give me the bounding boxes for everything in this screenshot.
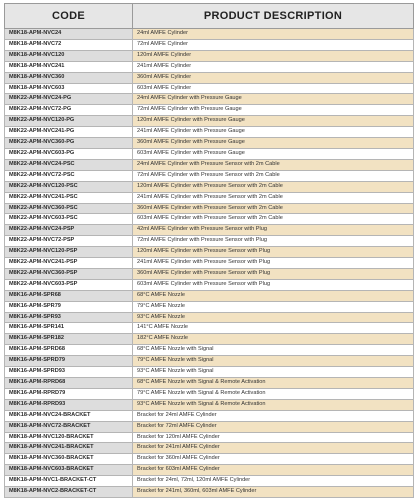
product-description: 360ml AMFE Cylinder with Pressure Gauge xyxy=(133,138,414,149)
product-code: M8K16-APM-SPRD93 xyxy=(5,367,133,378)
product-description: 603ml AMFE Cylinder with Pressure Sensor with Plug xyxy=(133,279,414,290)
product-description: 68°C AMFE Nozzle xyxy=(133,290,414,301)
table-row xyxy=(5,312,414,323)
product-code: M8K18-APM-NVC241-BRACKET xyxy=(5,443,133,454)
product-description: Bracket for 241ml AMFE Cylinder xyxy=(133,443,414,454)
table-row xyxy=(5,258,414,269)
table-row xyxy=(5,159,414,170)
table-row xyxy=(5,116,414,127)
table-row xyxy=(5,214,414,225)
product-code: M8K16-APM-RPRD68 xyxy=(5,378,133,389)
table-row xyxy=(5,399,414,410)
product-code: M8K22-APM-NVC603-PSC xyxy=(5,214,133,225)
product-code: M8K16-APM-RPRD79 xyxy=(5,388,133,399)
product-description: 360ml AMFE Cylinder with Pressure Sensor with Plug xyxy=(133,268,414,279)
product-code: M8K18-APM-NVC72 xyxy=(5,39,133,50)
product-code: M8K18-APM-NVC120 xyxy=(5,50,133,61)
product-description: Bracket for 120ml AMFE Cylinder xyxy=(133,432,414,443)
product-code: M8K22-APM-NVC24-PG xyxy=(5,94,133,105)
product-description: Bracket for 72ml AMFE Cylinder xyxy=(133,421,414,432)
table-row xyxy=(5,170,414,181)
product-code: M8K18-APM-NVC72-BRACKET xyxy=(5,421,133,432)
product-description: Bracket for 24ml, 72ml, 120ml AMFE Cylinder xyxy=(133,476,414,487)
table-row xyxy=(5,367,414,378)
product-code: M8K18-APM-NVC603 xyxy=(5,83,133,94)
table-row xyxy=(5,421,414,432)
product-description: 42ml AMFE Cylinder with Pressure Sensor with Plug xyxy=(133,225,414,236)
product-description: 120ml AMFE Cylinder with Pressure Sensor with Plug xyxy=(133,247,414,258)
product-description: 360ml AMFE Cylinder with Pressure Sensor with 2m Cable xyxy=(133,203,414,214)
table-row xyxy=(5,268,414,279)
product-description: 72ml AMFE Cylinder with Pressure Sensor with Plug xyxy=(133,236,414,247)
product-description: 79°C AMFE Nozzle with Signal & Remote Activation xyxy=(133,388,414,399)
product-table xyxy=(4,3,414,498)
table-row xyxy=(5,192,414,203)
product-description: 141°C AMFE Nozzle xyxy=(133,323,414,334)
table-header-row xyxy=(5,4,414,29)
product-description: 24ml AMFE Cylinder xyxy=(133,29,414,40)
table-row xyxy=(5,127,414,138)
table-row xyxy=(5,203,414,214)
table-row xyxy=(5,247,414,258)
product-code: M8K16-APM-SPR93 xyxy=(5,312,133,323)
product-code: M8K22-APM-NVC120-PSP xyxy=(5,247,133,258)
table-row xyxy=(5,465,414,476)
product-description: 120ml AMFE Cylinder with Pressure Gauge xyxy=(133,116,414,127)
product-description: 603ml AMFE Cylinder with Pressure Gauge xyxy=(133,148,414,159)
table-row xyxy=(5,388,414,399)
table-row xyxy=(5,476,414,487)
table-row xyxy=(5,50,414,61)
product-description: 93°C AMFE Nozzle xyxy=(133,312,414,323)
table-row xyxy=(5,225,414,236)
product-description: Bracket for 24ml AMFE Cylinder xyxy=(133,410,414,421)
product-description: 72ml AMFE Cylinder with Pressure Sensor with 2m Cable xyxy=(133,170,414,181)
table-row xyxy=(5,301,414,312)
table-row xyxy=(5,443,414,454)
product-code: M8K22-APM-NVC24-PSP xyxy=(5,225,133,236)
product-code: M8K22-APM-NVC72-PSP xyxy=(5,236,133,247)
table-row xyxy=(5,290,414,301)
product-description: 241ml AMFE Cylinder xyxy=(133,61,414,72)
table-row xyxy=(5,345,414,356)
product-description: Bracket for 241ml, 360ml, 603ml AMFE Cylinder xyxy=(133,487,414,498)
product-code: M8K18-APM-NVC120-BRACKET xyxy=(5,432,133,443)
product-description: 79°C AMFE Nozzle xyxy=(133,301,414,312)
product-description: 120ml AMFE Cylinder with Pressure Sensor with 2m Cable xyxy=(133,181,414,192)
product-table-container xyxy=(4,3,413,495)
table-row xyxy=(5,105,414,116)
product-description: 93°C AMFE Nozzle with Signal & Remote Activation xyxy=(133,399,414,410)
table-row xyxy=(5,410,414,421)
product-code: M8K22-APM-NVC241-PSP xyxy=(5,258,133,269)
table-row xyxy=(5,378,414,389)
product-code: M8K16-APM-SPRD68 xyxy=(5,345,133,356)
table-row xyxy=(5,29,414,40)
product-description: 72ml AMFE Cylinder xyxy=(133,39,414,50)
product-description: 24ml AMFE Cylinder with Pressure Gauge xyxy=(133,94,414,105)
product-code: M8K18-APM-NVC2-BRACKET-CT xyxy=(5,487,133,498)
product-description: 603ml AMFE Cylinder xyxy=(133,83,414,94)
table-row xyxy=(5,356,414,367)
product-code: M8K22-APM-NVC120-PSC xyxy=(5,181,133,192)
product-code: M8K22-APM-NVC241-PG xyxy=(5,127,133,138)
product-code: M8K22-APM-NVC120-PG xyxy=(5,116,133,127)
product-description: 68°C AMFE Nozzle with Signal xyxy=(133,345,414,356)
table-row xyxy=(5,39,414,50)
table-row xyxy=(5,61,414,72)
product-code: M8K18-APM-NVC360 xyxy=(5,72,133,83)
product-description: 603ml AMFE Cylinder with Pressure Sensor with 2m Cable xyxy=(133,214,414,225)
header-code: CODE xyxy=(5,4,133,29)
product-code: M8K18-APM-NVC360-BRACKET xyxy=(5,454,133,465)
product-code: M8K16-APM-SPRD79 xyxy=(5,356,133,367)
product-description: 24ml AMFE Cylinder with Pressure Sensor with 2m Cable xyxy=(133,159,414,170)
product-description: 182°C AMFE Nozzle xyxy=(133,334,414,345)
product-code: M8K22-APM-NVC24-PSC xyxy=(5,159,133,170)
product-code: M8K18-APM-NVC1-BRACKET-CT xyxy=(5,476,133,487)
product-description: 241ml AMFE Cylinder with Pressure Gauge xyxy=(133,127,414,138)
product-code: M8K16-APM-RPRD93 xyxy=(5,399,133,410)
product-code: M8K18-APM-NVC241 xyxy=(5,61,133,72)
product-description: 72ml AMFE Cylinder with Pressure Gauge xyxy=(133,105,414,116)
table-row xyxy=(5,454,414,465)
product-code: M8K22-APM-NVC360-PSC xyxy=(5,203,133,214)
product-code: M8K16-APM-SPR141 xyxy=(5,323,133,334)
product-code: M8K18-APM-NVC603-BRACKET xyxy=(5,465,133,476)
product-code: M8K22-APM-NVC360-PSP xyxy=(5,268,133,279)
product-code: M8K16-APM-SPR79 xyxy=(5,301,133,312)
table-row xyxy=(5,94,414,105)
product-code: M8K16-APM-SPR68 xyxy=(5,290,133,301)
table-row xyxy=(5,279,414,290)
product-description: 93°C AMFE Nozzle with Signal xyxy=(133,367,414,378)
product-code: M8K22-APM-NVC241-PSC xyxy=(5,192,133,203)
product-code: M8K22-APM-NVC360-PG xyxy=(5,138,133,149)
product-code: M8K22-APM-NVC72-PSC xyxy=(5,170,133,181)
product-code: M8K22-APM-NVC72-PG xyxy=(5,105,133,116)
table-row xyxy=(5,487,414,498)
product-description: 79°C AMFE Nozzle with Signal xyxy=(133,356,414,367)
table-row xyxy=(5,148,414,159)
product-description: Bracket for 603ml AMFE Cylinder xyxy=(133,465,414,476)
product-description: 241ml AMFE Cylinder with Pressure Sensor with Plug xyxy=(133,258,414,269)
table-row xyxy=(5,83,414,94)
product-code: M8K22-APM-NVC603-PSP xyxy=(5,279,133,290)
table-row xyxy=(5,72,414,83)
product-description: 120ml AMFE Cylinder xyxy=(133,50,414,61)
table-row xyxy=(5,236,414,247)
header-product-description: PRODUCT DESCRIPTION xyxy=(133,4,414,29)
product-description: 241ml AMFE Cylinder with Pressure Sensor with 2m Cable xyxy=(133,192,414,203)
table-row xyxy=(5,138,414,149)
product-description: 360ml AMFE Cylinder xyxy=(133,72,414,83)
product-description: Bracket for 360ml AMFE Cylinder xyxy=(133,454,414,465)
product-code: M8K18-APM-NVC24-BRACKET xyxy=(5,410,133,421)
product-description: 68°C AMFE Nozzle with Signal & Remote Activation xyxy=(133,378,414,389)
table-row xyxy=(5,181,414,192)
product-code: M8K22-APM-NVC603-PG xyxy=(5,148,133,159)
table-row xyxy=(5,323,414,334)
product-code: M8K18-APM-NVC24 xyxy=(5,29,133,40)
product-code: M8K16-APM-SPR182 xyxy=(5,334,133,345)
table-row xyxy=(5,334,414,345)
table-row xyxy=(5,432,414,443)
